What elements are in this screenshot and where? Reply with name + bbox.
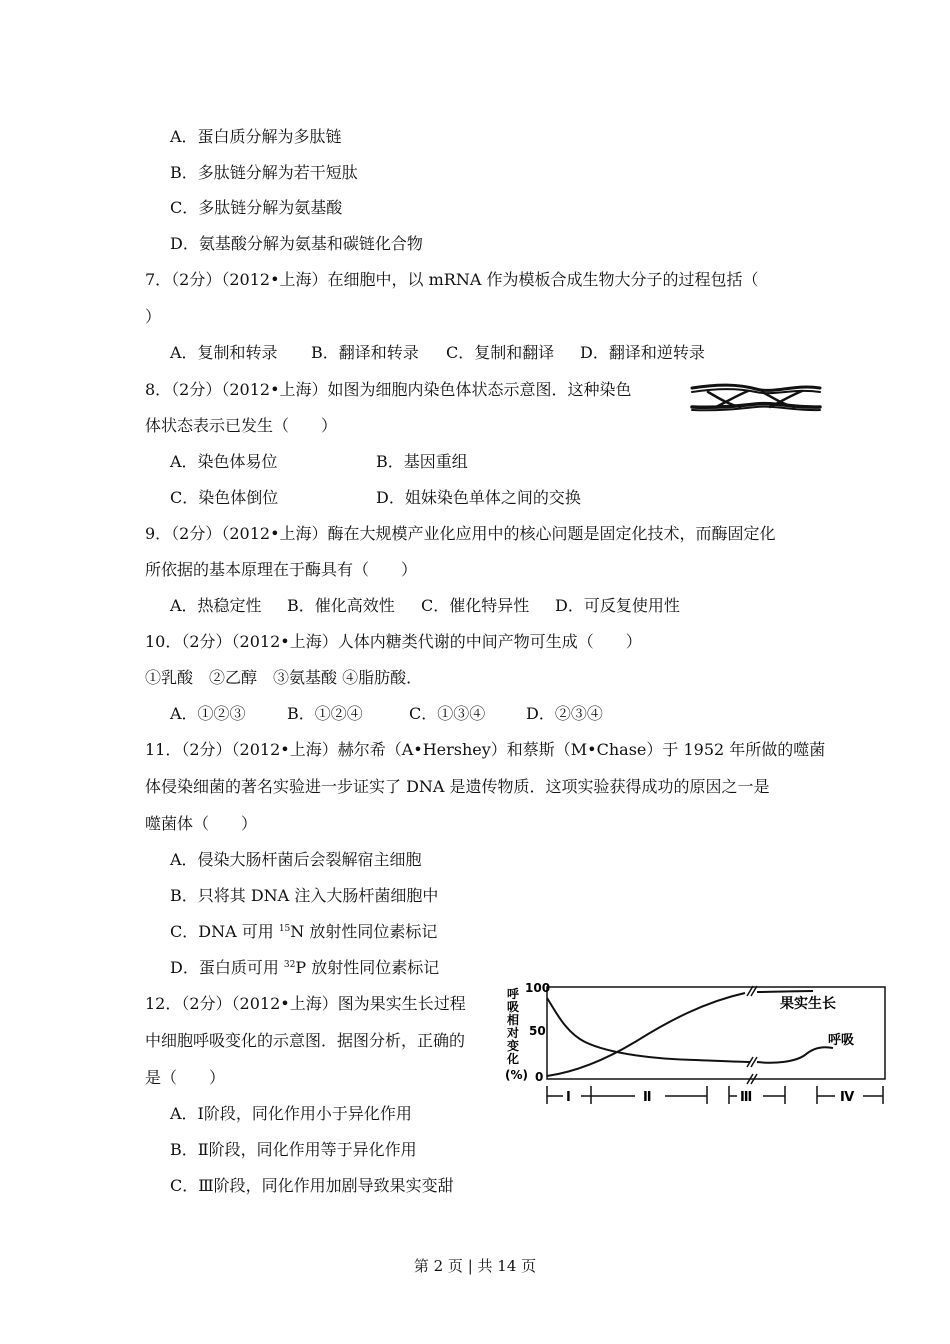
q6-option-d: D．氨基酸分解为氨基和碳链化合物 <box>170 234 423 253</box>
q8-option-d: D．姐妹染色单体之间的交换 <box>376 488 581 507</box>
q10-stem-line1: 10．（2分）（2012•上海）人体内糖类代谢的中间产物可生成（ ） <box>145 632 642 651</box>
q10-option-a: A．①②③ <box>170 704 246 723</box>
q7-option-c: C．复制和翻译 <box>446 343 555 362</box>
q8-option-a: A．染色体易位 <box>170 452 278 471</box>
q6-option-c: C．多肽链分解为氨基酸 <box>170 198 343 217</box>
q10-stem-line2: ①乳酸 ②乙醇 ③氨基酸 ④脂肪酸． <box>145 668 423 687</box>
q6-option-b: B．多肽链分解为若干短肽 <box>170 163 358 182</box>
q8-stem-line2: 体状态表示已发生（ ） <box>145 416 338 435</box>
growth-plateau-curve <box>757 991 813 992</box>
growth-label: 果实生长 <box>780 996 836 1012</box>
q9-option-c: C．催化特异性 <box>421 596 530 615</box>
y-axis-label: 呼吸相对变化(%) <box>505 987 528 1082</box>
q7-option-d: D．翻译和逆转录 <box>580 343 705 362</box>
q8-option-b: B．基因重组 <box>376 452 468 471</box>
q12-stem-line1: 12．（2分）（2012•上海）图为果实生长过程 <box>145 994 466 1013</box>
q12-stem-line2: 中细胞呼吸变化的示意图．据图分析，正确的 <box>145 1031 466 1050</box>
respiration-climacteric-curve <box>757 1047 833 1062</box>
stage-3-label: Ⅲ <box>740 1090 753 1105</box>
q10-option-c: C．①③④ <box>409 704 486 723</box>
q12-option-a: A．Ⅰ阶段，同化作用小于异化作用 <box>170 1104 412 1123</box>
q11-stem-line3: 噬菌体（ ） <box>145 814 258 833</box>
q12-option-b: B．Ⅱ阶段，同化作用等于异化作用 <box>170 1140 417 1159</box>
q10-option-b: B．①②④ <box>287 704 363 723</box>
growth-curve <box>547 993 745 1076</box>
q11-option-a: A．侵染大肠杆菌后会裂解宿主细胞 <box>170 850 422 869</box>
q11-stem-line1: 11．（2分）（2012•上海）赫尔希（A•Hershey）和蔡斯（M•Chase）于 1952 年所做的噬菌 <box>145 740 826 759</box>
q12-stem-line3: 是（ ） <box>145 1068 226 1087</box>
isotope-mass-32: 32 <box>283 960 296 970</box>
y-tick-0: 0 <box>535 1070 544 1084</box>
respiration-label: 呼吸 <box>828 1033 855 1048</box>
q9-option-b: B．催化高效性 <box>287 596 395 615</box>
q8-stem-line1: 8．（2分）（2012•上海）如图为细胞内染色体状态示意图．这种染色 <box>145 380 632 399</box>
stage-brackets <box>547 1086 883 1104</box>
chromosome-diagram <box>688 380 824 414</box>
q7-stem-line1: 7．（2分）（2012•上海）在细胞中，以 mRNA 作为模板合成生物大分子的过程包括（ <box>145 270 759 289</box>
stage-1-label: Ⅰ <box>566 1090 571 1105</box>
isotope-mass-15: 15 <box>278 924 291 934</box>
stage-2-label: Ⅱ <box>643 1090 652 1105</box>
q6-option-a: A．蛋白质分解为多肽链 <box>170 127 342 146</box>
q9-stem-line2: 所依据的基本原理在于酶具有（ ） <box>145 560 418 579</box>
fruit-respiration-figure <box>495 980 890 1110</box>
stage-4-label: Ⅳ <box>840 1090 855 1105</box>
q9-option-d: D．可反复使用性 <box>555 596 680 615</box>
q7-option-a: A．复制和转录 <box>170 343 278 362</box>
q10-option-d: D．②③④ <box>526 704 603 723</box>
respiration-curve <box>547 998 750 1062</box>
q8-option-c: C．染色体倒位 <box>170 488 279 507</box>
q11-option-b: B．只将其 DNA 注入大肠杆菌细胞中 <box>170 886 439 905</box>
q11-stem-line2: 体侵染细菌的著名实验进一步证实了 DNA 是遗传物质．这项实验获得成功的原因之一是 <box>145 777 770 796</box>
axis-break-marks <box>747 986 757 1084</box>
q11-option-d: D．蛋白质可用 $^{32}$P 放射性同位素标记 <box>170 958 440 977</box>
q9-option-a: A．热稳定性 <box>170 596 262 615</box>
y-tick-50: 50 <box>529 1024 546 1038</box>
q7-stem-line2: ） <box>145 307 162 326</box>
q9-stem-line1: 9．（2分）（2012•上海）酶在大规模产业化应用中的核心问题是固定化技术，而酶固定化 <box>145 524 776 543</box>
q7-option-b: B．翻译和转录 <box>311 343 419 362</box>
y-tick-100: 100 <box>525 981 551 995</box>
page-footer: 第 2 页 | 共 14 页 <box>413 1257 537 1275</box>
q11-option-c: C．DNA 可用 $^{15}$N 放射性同位素标记 <box>170 922 438 941</box>
q12-option-c: C．Ⅲ阶段，同化作用加剧导致果实变甜 <box>170 1176 454 1195</box>
